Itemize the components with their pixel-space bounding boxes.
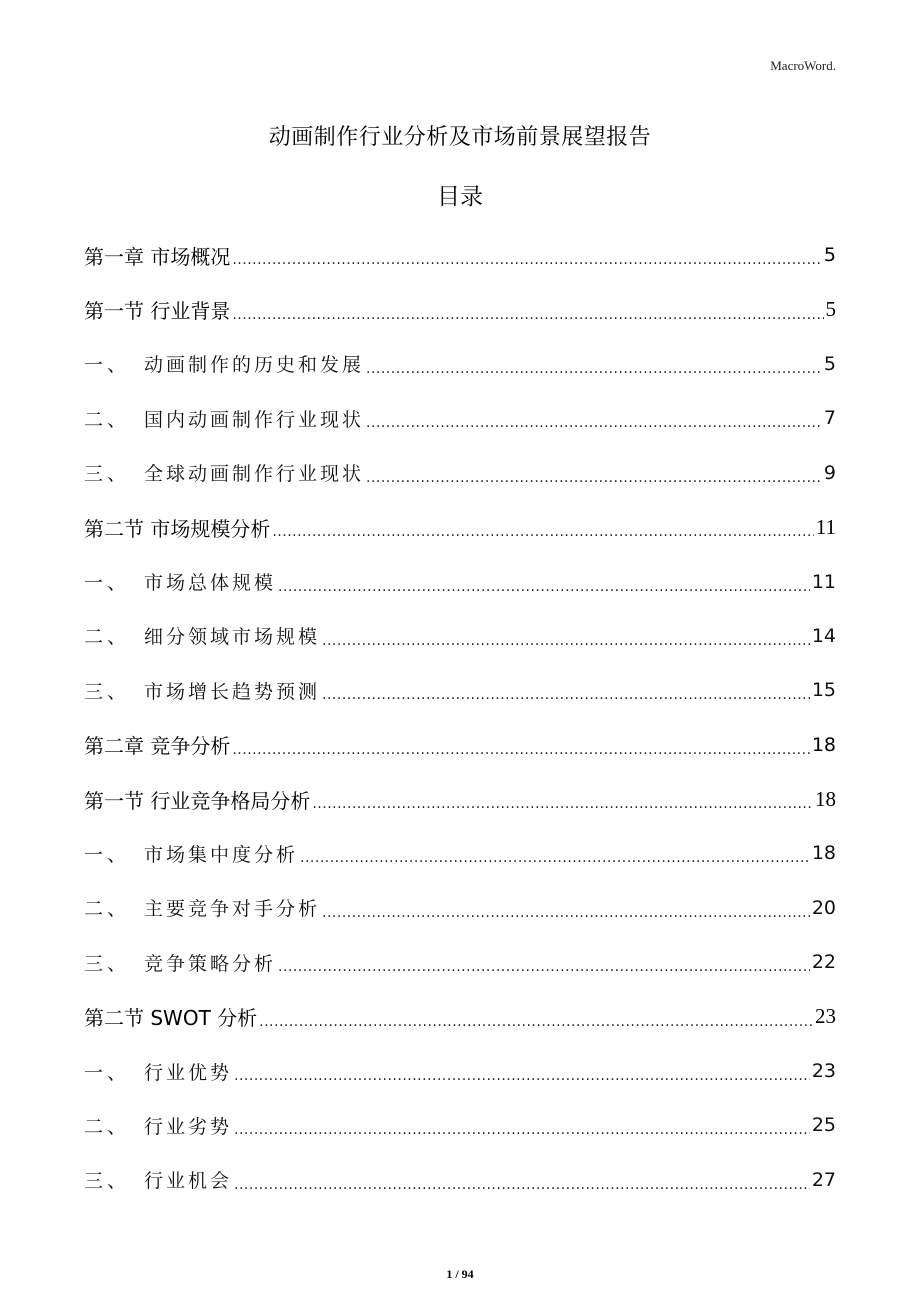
toc-entry-text: 市场增长趋势预测 (144, 680, 321, 703)
toc-entry-number: 三、 (84, 463, 131, 486)
toc-entry[interactable] (84, 337, 836, 391)
toc-entry-label (84, 840, 298, 867)
toc-entry-label: 第二节 SWOT 分析 (84, 1006, 258, 1031)
dot-leader (278, 959, 810, 975)
dot-leader (278, 579, 810, 595)
toc-entry-label (84, 459, 364, 486)
toc-entry-page: 14 (811, 624, 836, 647)
toc-entry-page: 18 (811, 733, 836, 756)
toc-entry-label (84, 405, 364, 432)
toc-entry-text: 市场总体规模 (144, 572, 277, 595)
dot-leader (322, 633, 810, 649)
toc-entry-label (84, 1112, 232, 1139)
toc-entry-label (84, 1058, 232, 1085)
toc-entry-label: 第一章 市场概况 (84, 244, 231, 269)
toc-entry[interactable] (84, 826, 836, 880)
toc-entry-number: 二、 (84, 1115, 131, 1138)
toc-entry-text: 行业优势 (144, 1061, 233, 1084)
toc-entry-number: 一、 (84, 572, 131, 595)
toc-entry-label (84, 622, 320, 649)
toc-entry-page: 5 (823, 352, 836, 375)
toc-entry-number: 一、 (84, 354, 131, 377)
toc-entry[interactable] (84, 500, 836, 554)
toc-entry-text: 行业机会 (144, 1170, 233, 1193)
toc-entry-number: 三、 (84, 952, 131, 975)
toc-entry-text: 全球动画制作行业现状 (144, 463, 365, 486)
dot-leader (366, 415, 822, 431)
dot-leader (366, 470, 822, 486)
toc-entry-number: 二、 (84, 898, 131, 921)
toc-entry-page: 22 (811, 951, 836, 974)
toc-entry-label: 第二章 竞争分析 (84, 734, 231, 759)
toc-entry-label (84, 894, 320, 921)
toc-entry-page: 15 (811, 679, 836, 702)
toc-entry[interactable] (84, 663, 836, 717)
dot-leader (322, 687, 810, 703)
header-brand: MacroWord. (770, 58, 836, 73)
toc-entry-number: 一、 (84, 843, 131, 866)
toc-entry-label (84, 568, 276, 595)
toc-entry-label: 第二节 市场规模分析 (84, 516, 271, 541)
toc-entry-label (84, 350, 364, 377)
toc-entry[interactable] (84, 718, 836, 772)
toc-entry-page: 7 (823, 407, 836, 430)
table-of-contents (84, 228, 836, 1207)
toc-entry-label: 第一节 行业竞争格局分析 (84, 788, 311, 813)
toc-entry-text: 动画制作的历史和发展 (144, 354, 365, 377)
toc-entry-label (84, 1166, 232, 1193)
dot-leader (234, 1068, 810, 1084)
toc-entry-number: 二、 (84, 408, 131, 431)
toc-entry-page: 25 (811, 1114, 836, 1137)
toc-entry[interactable] (84, 391, 836, 445)
dot-leader (259, 1014, 813, 1030)
dot-leader (232, 252, 822, 268)
toc-entry-page: 23 (811, 1060, 836, 1083)
toc-entry[interactable] (84, 446, 836, 500)
toc-entry-text: 竞争策略分析 (144, 952, 277, 975)
toc-entry-page: 11 (811, 570, 836, 593)
dot-leader (272, 524, 813, 540)
toc-entry-page: 5 (823, 244, 836, 267)
toc-entry[interactable] (84, 1098, 836, 1152)
toc-entry[interactable] (84, 772, 836, 826)
toc-entry-page: 23 (815, 1004, 836, 1029)
toc-entry-page: 9 (823, 461, 836, 484)
toc-entry-number: 三、 (84, 680, 131, 703)
toc-entry[interactable] (84, 989, 836, 1043)
toc-entry-page: 18 (815, 786, 836, 811)
toc-entry-number: 一、 (84, 1061, 131, 1084)
toc-entry-page: 20 (811, 896, 836, 919)
toc-entry-text: 主要竞争对手分析 (144, 898, 321, 921)
toc-entry-text: 市场集中度分析 (144, 843, 299, 866)
toc-entry[interactable] (84, 1044, 836, 1098)
dot-leader (300, 850, 810, 866)
toc-entry-text: 行业劣势 (144, 1115, 233, 1138)
toc-entry-page: 18 (811, 842, 836, 865)
dot-leader (366, 361, 822, 377)
toc-entry[interactable] (84, 282, 836, 336)
toc-entry-page: 5 (825, 297, 836, 322)
toc-entry[interactable] (84, 228, 836, 282)
toc-entry[interactable] (84, 1153, 836, 1207)
toc-entry[interactable] (84, 935, 836, 989)
toc-heading: 目录 (437, 184, 483, 210)
toc-entry[interactable] (84, 881, 836, 935)
toc-entry[interactable] (84, 554, 836, 608)
dot-leader (232, 742, 809, 758)
dot-leader (234, 1177, 810, 1193)
toc-entry[interactable] (84, 609, 836, 663)
toc-entry-label: 第一节 行业背景 (84, 299, 231, 324)
toc-entry-page: 27 (811, 1168, 836, 1191)
toc-entry-label (84, 677, 320, 704)
toc-entry-number: 二、 (84, 626, 131, 649)
dot-leader (232, 307, 823, 323)
toc-entry-number: 三、 (84, 1170, 131, 1193)
dot-leader (322, 905, 810, 921)
document-title: 动画制作行业分析及市场前景展望报告 (268, 125, 652, 150)
toc-entry-text: 细分领域市场规模 (144, 626, 321, 649)
toc-entry-page: 11 (815, 514, 836, 539)
page-number: 1 / 94 (446, 1267, 474, 1281)
toc-entry-label (84, 949, 276, 976)
toc-entry-text: 国内动画制作行业现状 (144, 408, 365, 431)
dot-leader (312, 796, 813, 812)
dot-leader (234, 1122, 810, 1138)
